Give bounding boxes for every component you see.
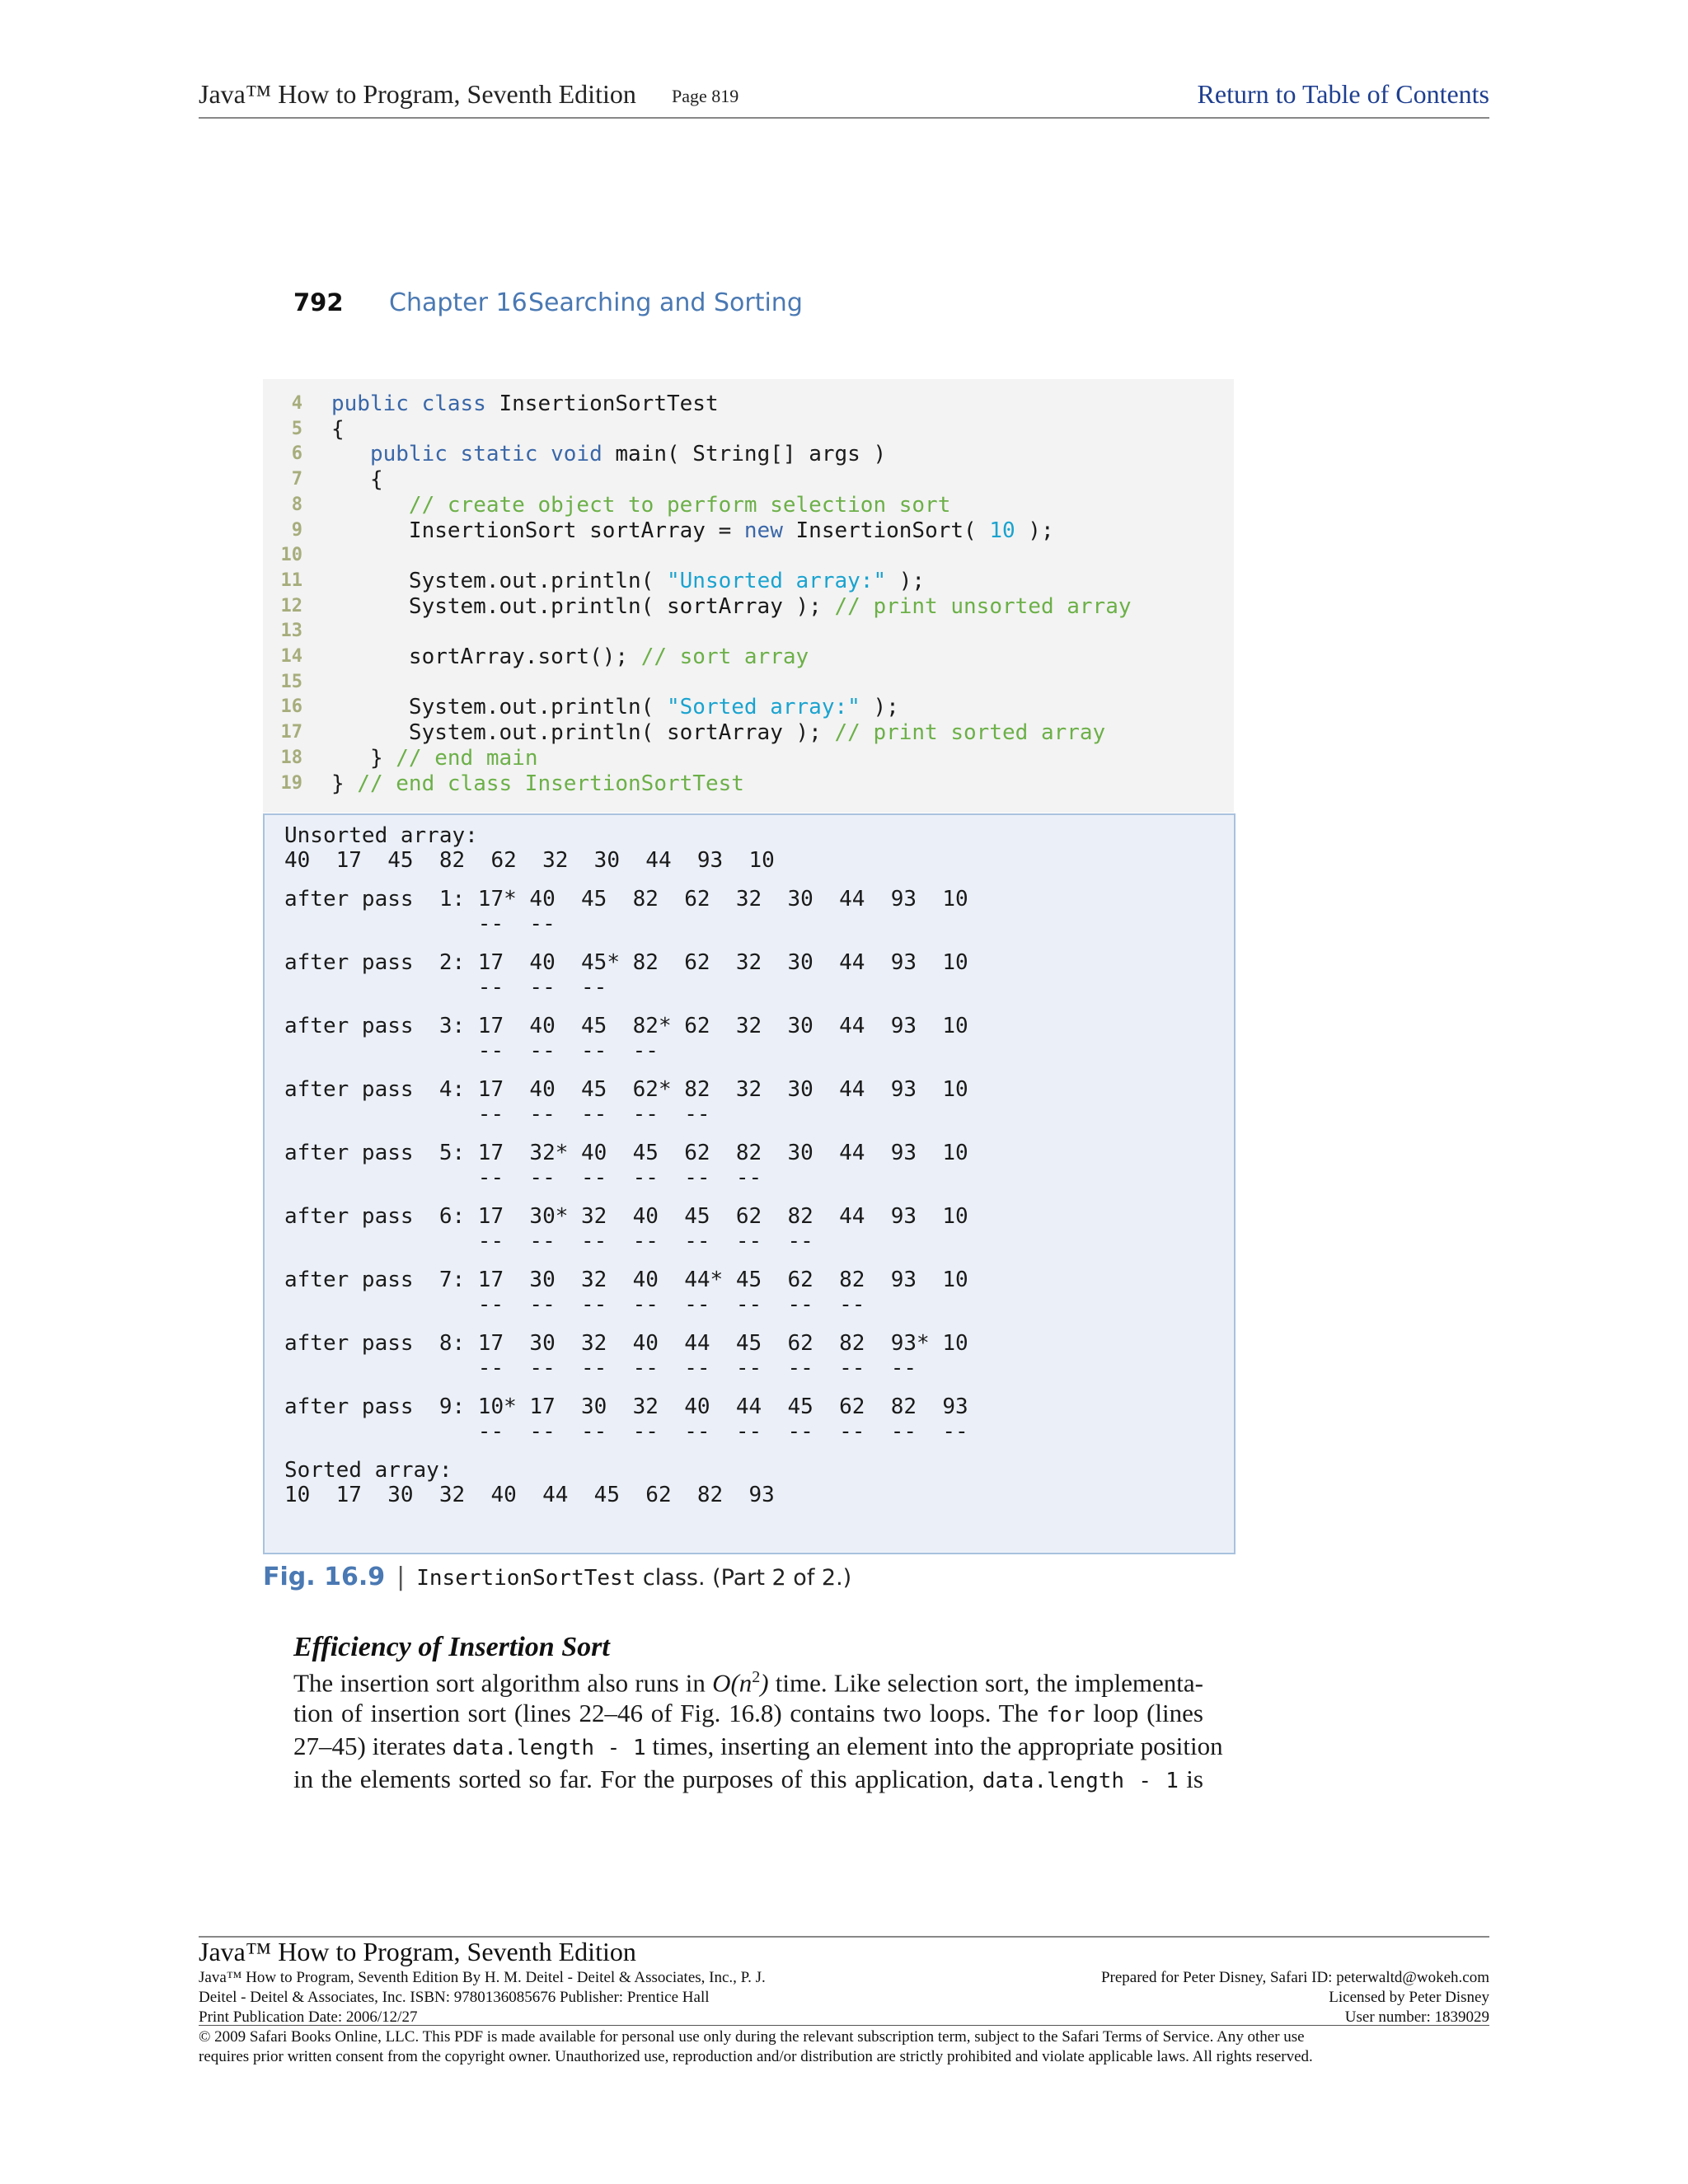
output-line: after pass 4: 17 40 45 62* 82 32 30 44 93 10 bbox=[284, 1077, 968, 1102]
output-line: -- -- -- -- -- -- -- -- bbox=[284, 1292, 865, 1317]
code-keyword: public class bbox=[331, 391, 499, 416]
code-comment: // sort array bbox=[640, 644, 809, 669]
chapter-label: Chapter 16 bbox=[389, 288, 528, 317]
code-text bbox=[331, 467, 383, 493]
figure-caption bbox=[263, 1563, 851, 1596]
code-token bbox=[331, 493, 409, 518]
body-text-line bbox=[293, 1698, 1203, 1731]
code-comment: // print unsorted array bbox=[834, 593, 1132, 619]
program-output bbox=[263, 813, 1236, 1554]
body-text-line bbox=[293, 1662, 1203, 1698]
output-line: Unsorted array: bbox=[284, 823, 478, 848]
body-text-run: time. Like selection sort, the implementa- bbox=[768, 1668, 1204, 1698]
line-number: 13 bbox=[280, 621, 302, 642]
code-token bbox=[331, 442, 370, 466]
code-comment: // create object to perform selection sort bbox=[408, 492, 951, 518]
code-text bbox=[331, 493, 950, 518]
chapter-title: Searching and Sorting bbox=[528, 288, 803, 317]
code-token: InsertionSort sortArray = bbox=[331, 518, 744, 543]
body-text-line bbox=[293, 1764, 1203, 1797]
output-line: -- -- -- bbox=[284, 975, 607, 1000]
inline-code: data.length - 1 bbox=[452, 1736, 646, 1761]
output-line: after pass 1: 17* 40 45 82 62 32 30 44 93 10 bbox=[284, 887, 968, 912]
footer-license-line: Licensed by Peter Disney bbox=[1329, 1989, 1489, 2006]
section-heading: Efficiency of Insertion Sort bbox=[293, 1632, 610, 1662]
code-number: 10 bbox=[989, 518, 1015, 543]
line-number: 14 bbox=[280, 646, 302, 667]
line-number: 11 bbox=[280, 569, 302, 591]
body-text-run: tion of insertion sort (lines 22–46 of Fig. 16.8) contains two loops. The bbox=[293, 1699, 1047, 1728]
body-text-run: loop (lines bbox=[1085, 1699, 1203, 1728]
line-number: 6 bbox=[291, 443, 302, 465]
code-text bbox=[331, 771, 744, 797]
code-comment: // end main bbox=[396, 745, 538, 771]
output-line: after pass 5: 17 32* 40 45 62 82 30 44 93 10 bbox=[284, 1141, 968, 1165]
top-header bbox=[199, 79, 1489, 119]
code-comment: // end class InsertionSortTest bbox=[357, 771, 744, 796]
code-token: { bbox=[331, 416, 345, 442]
code-keyword: public static void bbox=[369, 442, 616, 467]
output-line: -- -- -- -- -- bbox=[284, 1102, 710, 1127]
code-keyword: new bbox=[743, 518, 796, 543]
line-number: 5 bbox=[291, 418, 302, 439]
code-token: ); bbox=[860, 695, 899, 720]
output-line: after pass 8: 17 30 32 40 44 45 62 82 93* 10 bbox=[284, 1331, 968, 1356]
code-token: ); bbox=[1015, 518, 1054, 543]
output-line: 40 17 45 82 62 32 30 44 93 10 bbox=[284, 848, 775, 873]
line-number: 7 bbox=[291, 469, 302, 490]
table-of-contents-link[interactable]: Return to Table of Contents bbox=[1197, 79, 1489, 109]
figure-separator: | bbox=[396, 1563, 406, 1591]
math-expression: O(n bbox=[712, 1668, 753, 1698]
line-number: 9 bbox=[291, 519, 302, 541]
code-token: System.out.println( bbox=[331, 695, 667, 720]
inline-code: data.length - 1 bbox=[982, 1769, 1179, 1794]
line-number: 19 bbox=[280, 772, 302, 794]
code-token: InsertionSort( bbox=[795, 518, 990, 543]
body-paragraph bbox=[293, 1662, 1223, 1797]
line-number: 8 bbox=[291, 494, 302, 515]
line-number: 16 bbox=[280, 696, 302, 718]
code-token: main( String[] args ) bbox=[615, 442, 887, 467]
code-token: System.out.println( bbox=[331, 568, 667, 593]
footer-title: Java™ How to Program, Seventh Edition bbox=[199, 1937, 636, 1966]
footer-divider bbox=[199, 2025, 1489, 2026]
output-line: -- -- -- -- -- -- -- -- -- bbox=[284, 1356, 917, 1380]
output-line: -- -- -- -- -- -- -- bbox=[284, 1229, 814, 1254]
footer-publication-line: Print Publication Date: 2006/12/27 bbox=[199, 2008, 418, 2026]
inline-code: for bbox=[1046, 1703, 1085, 1728]
code-text bbox=[331, 417, 345, 443]
code-text bbox=[331, 720, 1105, 746]
body-text-run: 27–45) iterates bbox=[293, 1732, 452, 1761]
copyright-line: © 2009 Safari Books Online, LLC. This PDF is made available for personal use only during the relevant subscription term, subject to the Safari Terms of Service. Any other use bbox=[199, 2028, 1305, 2046]
code-string: "Unsorted array:" bbox=[667, 568, 887, 593]
line-number: 18 bbox=[280, 747, 302, 768]
output-line: -- -- -- -- -- -- -- -- -- -- bbox=[284, 1419, 968, 1444]
figure-class-name: InsertionSortTest bbox=[416, 1566, 636, 1591]
output-line: after pass 9: 10* 17 30 32 40 44 45 62 82 93 bbox=[284, 1394, 968, 1419]
code-token: System.out.println( sortArray ); bbox=[331, 720, 835, 746]
book-title: Java™ How to Program, Seventh Edition bbox=[199, 79, 636, 109]
line-number: 4 bbox=[291, 393, 302, 414]
figure-label: Fig. 16.9 bbox=[263, 1563, 386, 1591]
code-token: { bbox=[331, 467, 383, 493]
code-text bbox=[331, 569, 925, 594]
code-comment: // print sorted array bbox=[834, 720, 1106, 746]
copyright-line: requires prior written consent from the copyright owner. Unauthorized use, reproduction and/or distribution are strictly prohibited and violate applicable laws. All rights reserved. bbox=[199, 2048, 1313, 2065]
code-token: System.out.println( sortArray ); bbox=[331, 593, 835, 619]
output-line: 10 17 30 32 40 44 45 62 82 93 bbox=[284, 1483, 775, 1507]
output-line: Sorted array: bbox=[284, 1458, 452, 1483]
body-text-run: The insertion sort algorithm also runs in bbox=[293, 1668, 713, 1698]
footer-license-line: Prepared for Peter Disney, Safari ID: peterwaltd@wokeh.com bbox=[1100, 1969, 1489, 1986]
output-line: after pass 2: 17 40 45* 82 62 32 30 44 93 10 bbox=[284, 950, 968, 975]
code-text bbox=[331, 594, 1132, 620]
footer-publication-line: Deitel - Deitel & Associates, Inc. ISBN: 9780136085676 Publisher: Prentice Hall bbox=[199, 1989, 710, 2006]
code-text bbox=[331, 518, 1054, 544]
line-number: 15 bbox=[280, 671, 302, 692]
code-listing bbox=[263, 379, 1234, 813]
body-text-run: is bbox=[1178, 1765, 1203, 1794]
code-token: sortArray.sort(); bbox=[331, 644, 641, 669]
body-text-run: in the elements sorted so far. For the purposes of this application, bbox=[293, 1765, 982, 1794]
line-number: 12 bbox=[280, 595, 302, 616]
output-line: -- -- bbox=[284, 912, 556, 936]
code-token: } bbox=[331, 745, 396, 771]
code-text bbox=[331, 695, 899, 720]
code-text bbox=[331, 746, 537, 771]
code-text bbox=[331, 391, 719, 417]
output-line: after pass 7: 17 30 32 40 44* 45 62 82 93 10 bbox=[284, 1268, 968, 1292]
footer-license-line: User number: 1839029 bbox=[1344, 2008, 1489, 2026]
page-reference: Page 819 bbox=[672, 86, 739, 106]
output-line: -- -- -- -- bbox=[284, 1038, 659, 1063]
code-token: ); bbox=[886, 568, 926, 593]
page-number: 792 bbox=[293, 288, 344, 316]
footer-publication-line: Java™ How to Program, Seventh Edition By H. M. Deitel - Deitel & Associates, Inc., P. J. bbox=[199, 1969, 766, 1986]
figure-description: class. (Part 2 of 2.) bbox=[635, 1565, 852, 1591]
code-text bbox=[331, 644, 809, 670]
output-line: -- -- -- -- -- -- bbox=[284, 1165, 762, 1190]
output-line: after pass 3: 17 40 45 82* 62 32 30 44 93 10 bbox=[284, 1014, 968, 1038]
line-number: 17 bbox=[280, 722, 302, 743]
math-superscript: 2 bbox=[752, 1668, 761, 1686]
code-token: InsertionSortTest bbox=[499, 391, 719, 416]
body-text-run: times, inserting an element into the appropriate position bbox=[645, 1732, 1223, 1761]
code-text bbox=[331, 442, 886, 467]
line-number: 10 bbox=[280, 545, 302, 566]
output-line: after pass 6: 17 30* 32 40 45 62 82 44 93 10 bbox=[284, 1204, 968, 1229]
code-token: } bbox=[331, 771, 358, 796]
body-text-line bbox=[293, 1731, 1223, 1764]
math-expression: ) bbox=[760, 1668, 769, 1698]
code-string: "Sorted array:" bbox=[667, 695, 860, 720]
